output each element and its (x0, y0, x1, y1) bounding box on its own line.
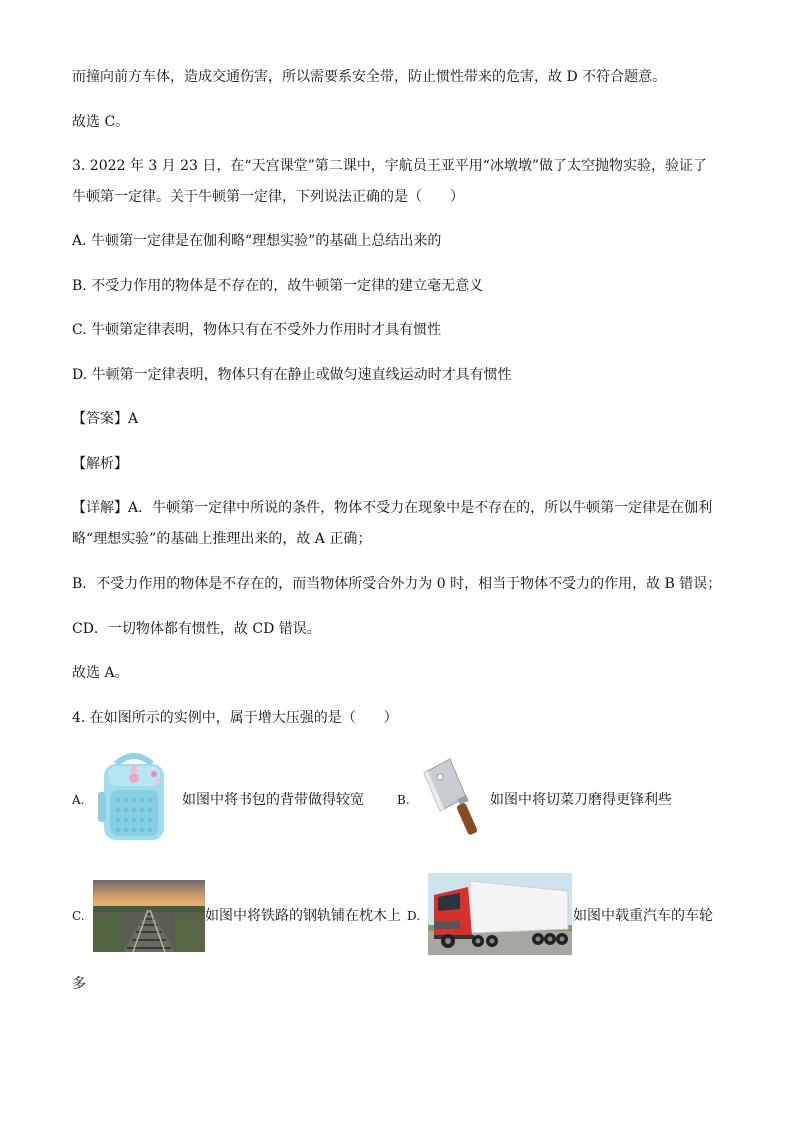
answer-label: 【答案】A (72, 411, 139, 427)
detail-line-2: 略“理想实验”的基础上推理出来的，故 A 正确； (72, 531, 372, 547)
option-c-text: 如图中将铁路的钢轨铺在枕木上 (205, 908, 401, 924)
option-d-continuation: 多 (72, 976, 86, 992)
option-a-text: 如图中将书包的背带做得较宽 (182, 792, 364, 808)
detail-line-4: CD．一切物体都有惯性，故 CD 错误。 (72, 621, 321, 637)
option-b-text: 如图中将切菜刀磨得更锋利些 (490, 792, 672, 808)
option-b-label: B. (397, 793, 410, 807)
question-3-option-d: D. 牛顿第一定律表明，物体只有在静止或做匀速直线运动时才具有惯性 (72, 367, 512, 383)
line-2: 故选 C。 (72, 114, 130, 130)
cleaver-image (420, 757, 486, 839)
question-4-stem: 4. 在如图所示的实例中，属于增大压强的是（ ） (72, 710, 398, 726)
conclusion: 故选 A。 (72, 665, 129, 681)
question-3-option-a: A. 牛顿第一定律是在伽利略“理想实验”的基础上总结出来的 (72, 233, 442, 249)
backpack-image (94, 752, 174, 844)
railway-image (93, 880, 205, 952)
truck-image (428, 873, 572, 955)
detail-line-1: 【详解】A．牛顿第一定律中所说的条件，物体不受力在现象中是不存在的，所以牛顿第一定律是在伽利 (72, 500, 713, 516)
question-3-stem-1: 3. 2022 年 3 月 23 日，在“天宫课堂”第二课中，宇航员王亚平用“冰墩墩”做了太空抛物实验，验证了 (72, 158, 708, 174)
question-3-option-c: C. 牛顿第定律表明，物体只有在不受外力作用时才具有惯性 (72, 322, 442, 338)
option-c-label: C. (72, 909, 85, 923)
option-d-label: D. (407, 909, 421, 923)
question-3-stem-2: 牛顿第一定律。关于牛顿第一定律，下列说法正确的是（ ） (72, 189, 464, 205)
analysis-label: 【解析】 (72, 456, 128, 472)
option-a-label: A. (72, 793, 85, 807)
question-3-option-b: B. 不受力作用的物体是不存在的，故牛顿第一定律的建立毫无意义 (72, 278, 484, 294)
line-1: 而撞向前方车体，造成交通伤害，所以需要系安全带，防止惯性带来的危害，故 D 不符合题意。 (72, 69, 667, 85)
option-d-text: 如图中载重汽车的车轮 (573, 908, 713, 924)
detail-line-3: B．不受力作用的物体是不存在的，而当物体所受合外力为 0 时，相当于物体不受力的作用，故 B 错误； (72, 576, 722, 592)
